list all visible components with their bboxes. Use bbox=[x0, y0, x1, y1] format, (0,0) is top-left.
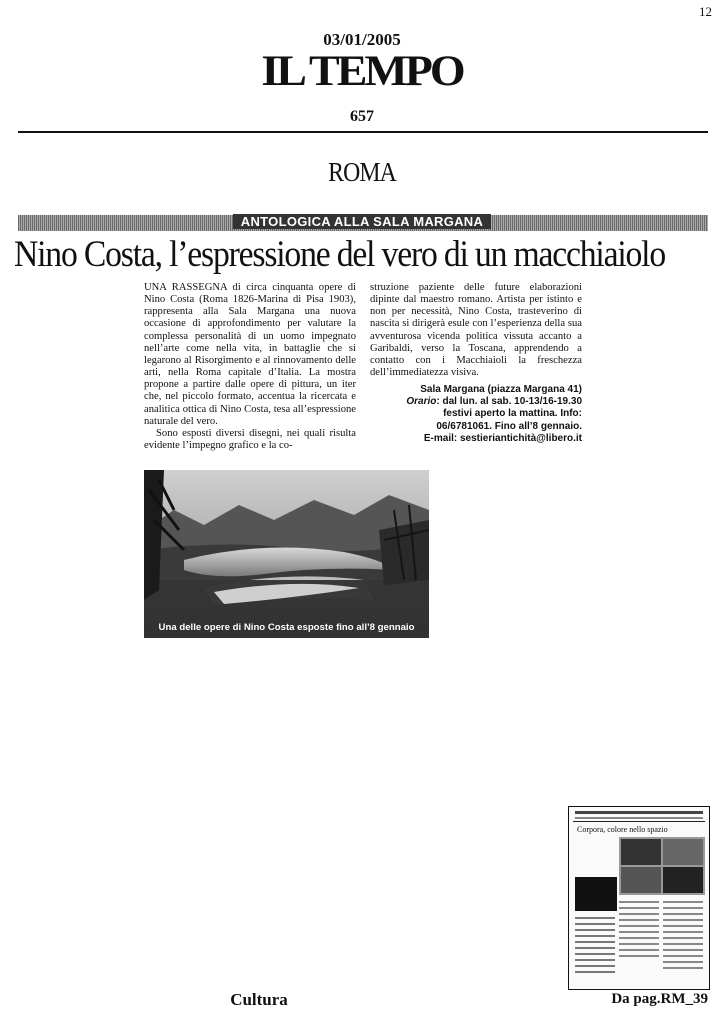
info-phone: 06/6781061. Fino all’8 gennaio. bbox=[436, 420, 582, 432]
page-number: 12 bbox=[699, 4, 712, 19]
publication-date: 03/01/2005 bbox=[323, 30, 401, 49]
section-title: ROMA bbox=[328, 157, 396, 187]
page-thumbnail-image bbox=[569, 807, 709, 989]
paragraph: UNA RASSEGNA di circa cinquanta opere di Nino Costa (Roma 1826-Marina di Pisa 1903), rappresenta alla Sala Margana una nuova occasione di approfondimento per valutare la complessa personalità di un uomo impegnato nell’arte come nella vita, in battaglie che si legarono al Risorgimento e al rinnovamento delle arti, nella Roma capitale d’Italia. La mostra propone a partire dalle opere di pittura, un iter che, nel piccolo formato, accentua la ricercata e analitica ottica di Nino Costa, tesa all’espressione naturale del vero. bbox=[144, 282, 356, 427]
article-column-2 bbox=[370, 282, 582, 379]
painting-photo bbox=[144, 470, 429, 638]
kicker bbox=[0, 214, 724, 229]
paragraph: struzione paziente delle future elaborazioni dipinte dal maestro romano. Artista per istinto e non per necessità, Nino Costa, trasteverino di nascita si dirigerà esule con l’esperienza della sua avventurosa vicenda politica vissuta accanto a Garibaldi, verso la Toscana, apprendendo a contatto con i Macchiaioli la freschezza dell’immediatezza visiva. bbox=[370, 282, 582, 379]
info-venue: Sala Margana (piazza Margana 41) bbox=[420, 384, 582, 395]
info-hours-label: Orario bbox=[406, 396, 437, 408]
info-holiday: festivi aperto la mattina. Info: bbox=[443, 408, 582, 420]
info-email: E-mail: sestieriantichità@libero.it bbox=[423, 432, 582, 444]
info-hours bbox=[370, 396, 582, 408]
page-thumbnail bbox=[568, 806, 710, 990]
thumbnail-headline: Corpora, colore nello spazio bbox=[577, 825, 668, 834]
issue-number: 657 bbox=[350, 108, 374, 125]
newspaper-masthead: IL TEMPO bbox=[261, 46, 463, 95]
landscape-painting-image bbox=[144, 470, 429, 638]
footer-page-ref: Da pag.RM_39 bbox=[611, 991, 708, 1007]
kicker-text: ANTOLOGICA ALLA SALA MARGANA bbox=[233, 214, 491, 229]
photo-caption: Una delle opere di Nino Costa esposte fino all’8 gennaio bbox=[158, 622, 415, 633]
footer-section: Cultura bbox=[230, 990, 288, 1009]
paragraph: Sono esposti diversi disegni, nei quali risulta evidente l’impegno grafico e la co- bbox=[144, 427, 356, 452]
article-column-1 bbox=[144, 282, 356, 452]
article-headline: Nino Costa, l’espressione del vero di un macchiaiolo bbox=[14, 234, 666, 275]
header-rule bbox=[18, 131, 708, 133]
exhibition-info bbox=[370, 384, 582, 445]
info-hours-text: : dal lun. al sab. 10-13/16-19.30 bbox=[436, 396, 582, 408]
